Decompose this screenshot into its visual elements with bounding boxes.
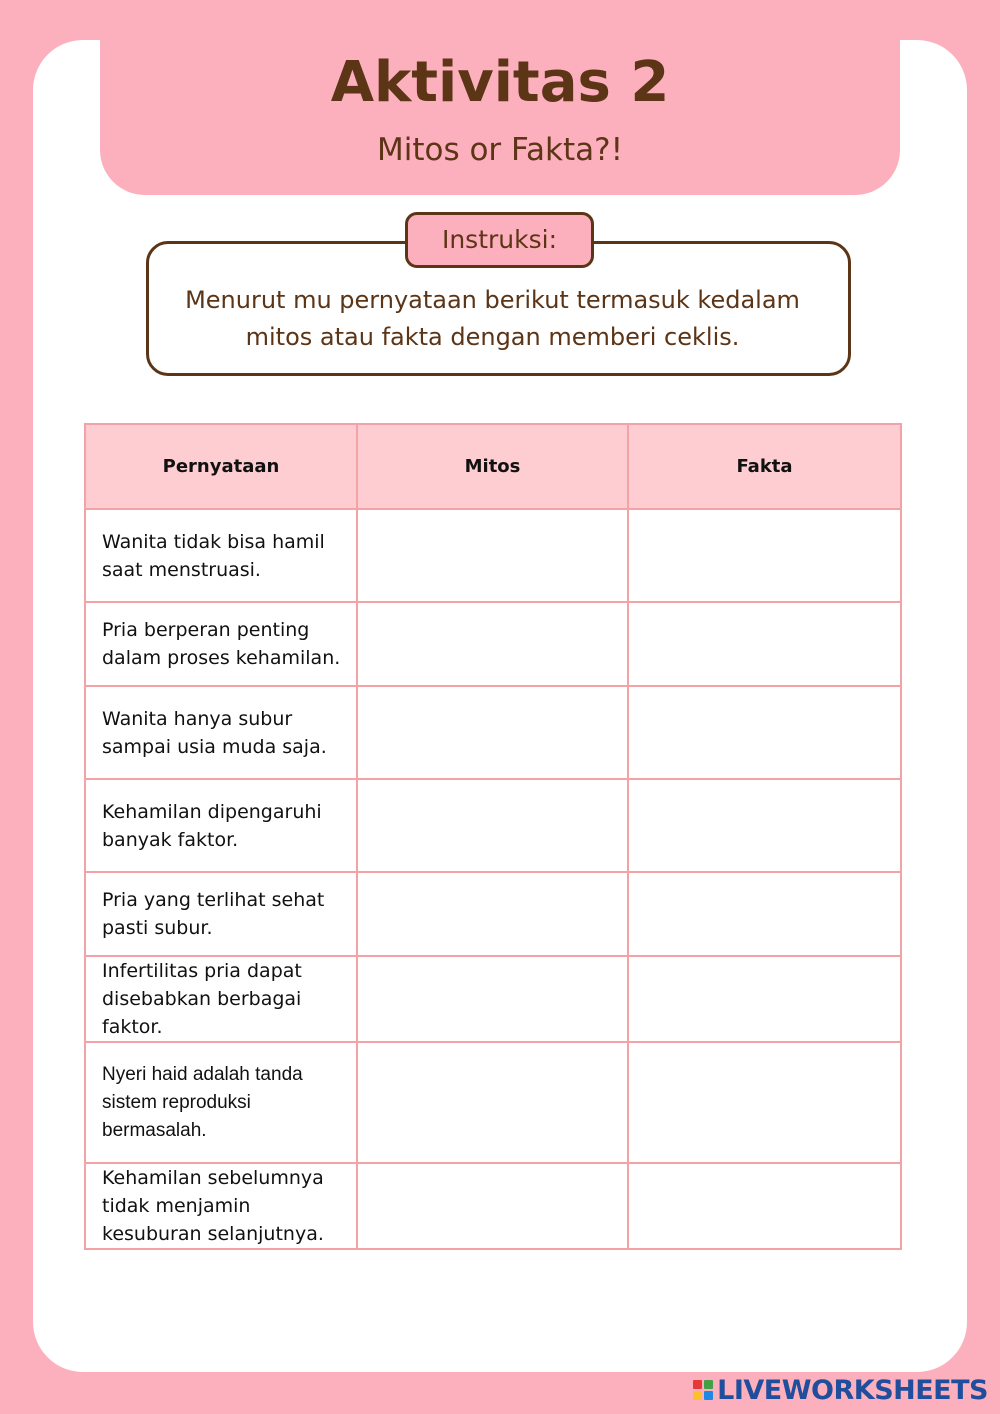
instruction-label: Instruksi: bbox=[405, 212, 594, 268]
fakta-checkbox-cell[interactable] bbox=[628, 872, 901, 956]
table-row bbox=[85, 956, 901, 1042]
table-row bbox=[85, 779, 901, 872]
table-row bbox=[85, 686, 901, 779]
mitos-checkbox-cell[interactable] bbox=[357, 509, 628, 602]
statement-cell: Infertilitas pria dapat disebabkan berbagai faktor. bbox=[85, 956, 357, 1042]
header-banner bbox=[100, 0, 900, 195]
liveworksheets-watermark bbox=[693, 1373, 988, 1407]
mitos-checkbox-cell[interactable] bbox=[357, 686, 628, 779]
mitos-checkbox-cell[interactable] bbox=[357, 779, 628, 872]
header-pernyataan: Pernyataan bbox=[85, 424, 357, 509]
header-fakta: Fakta bbox=[628, 424, 901, 509]
watermark-text: LIVEWORKSHEETS bbox=[717, 1374, 988, 1406]
table-row bbox=[85, 1042, 901, 1163]
table-row bbox=[85, 872, 901, 956]
mitos-checkbox-cell[interactable] bbox=[357, 872, 628, 956]
statement-cell: Pria yang terlihat sehat pasti subur. bbox=[85, 872, 357, 956]
page-title: Aktivitas 2 bbox=[330, 50, 670, 115]
fakta-checkbox-cell[interactable] bbox=[628, 686, 901, 779]
myth-fact-table bbox=[84, 423, 902, 1250]
statement-cell: Kehamilan dipengaruhi banyak faktor. bbox=[85, 779, 357, 872]
fakta-checkbox-cell[interactable] bbox=[628, 779, 901, 872]
mitos-checkbox-cell[interactable] bbox=[357, 956, 628, 1042]
statement-cell: Nyeri haid adalah tanda sistem reproduksi bermasalah. bbox=[85, 1042, 357, 1163]
fakta-checkbox-cell[interactable] bbox=[628, 602, 901, 686]
fakta-checkbox-cell[interactable] bbox=[628, 956, 901, 1042]
fakta-checkbox-cell[interactable] bbox=[628, 509, 901, 602]
fakta-checkbox-cell[interactable] bbox=[628, 1042, 901, 1163]
statement-cell: Wanita hanya subur sampai usia muda saja. bbox=[85, 686, 357, 779]
header-mitos: Mitos bbox=[357, 424, 628, 509]
liveworksheets-logo-icon bbox=[693, 1380, 713, 1400]
fakta-checkbox-cell[interactable] bbox=[628, 1163, 901, 1249]
mitos-checkbox-cell[interactable] bbox=[357, 602, 628, 686]
table-row bbox=[85, 509, 901, 602]
table-header-row bbox=[85, 424, 901, 509]
mitos-checkbox-cell[interactable] bbox=[357, 1163, 628, 1249]
table-row bbox=[85, 1163, 901, 1249]
table-row bbox=[85, 602, 901, 686]
page-subtitle: Mitos or Fakta?! bbox=[376, 132, 624, 168]
statement-cell: Kehamilan sebelumnya tidak menjamin kesuburan selanjutnya. bbox=[85, 1163, 357, 1249]
mitos-checkbox-cell[interactable] bbox=[357, 1042, 628, 1163]
statement-cell: Wanita tidak bisa hamil saat menstruasi. bbox=[85, 509, 357, 602]
statement-cell: Pria berperan penting dalam proses kehamilan. bbox=[85, 602, 357, 686]
instruction-text: Menurut mu pernyataan berikut termasuk kedalam mitos atau fakta dengan memberi ceklis. bbox=[185, 286, 800, 351]
